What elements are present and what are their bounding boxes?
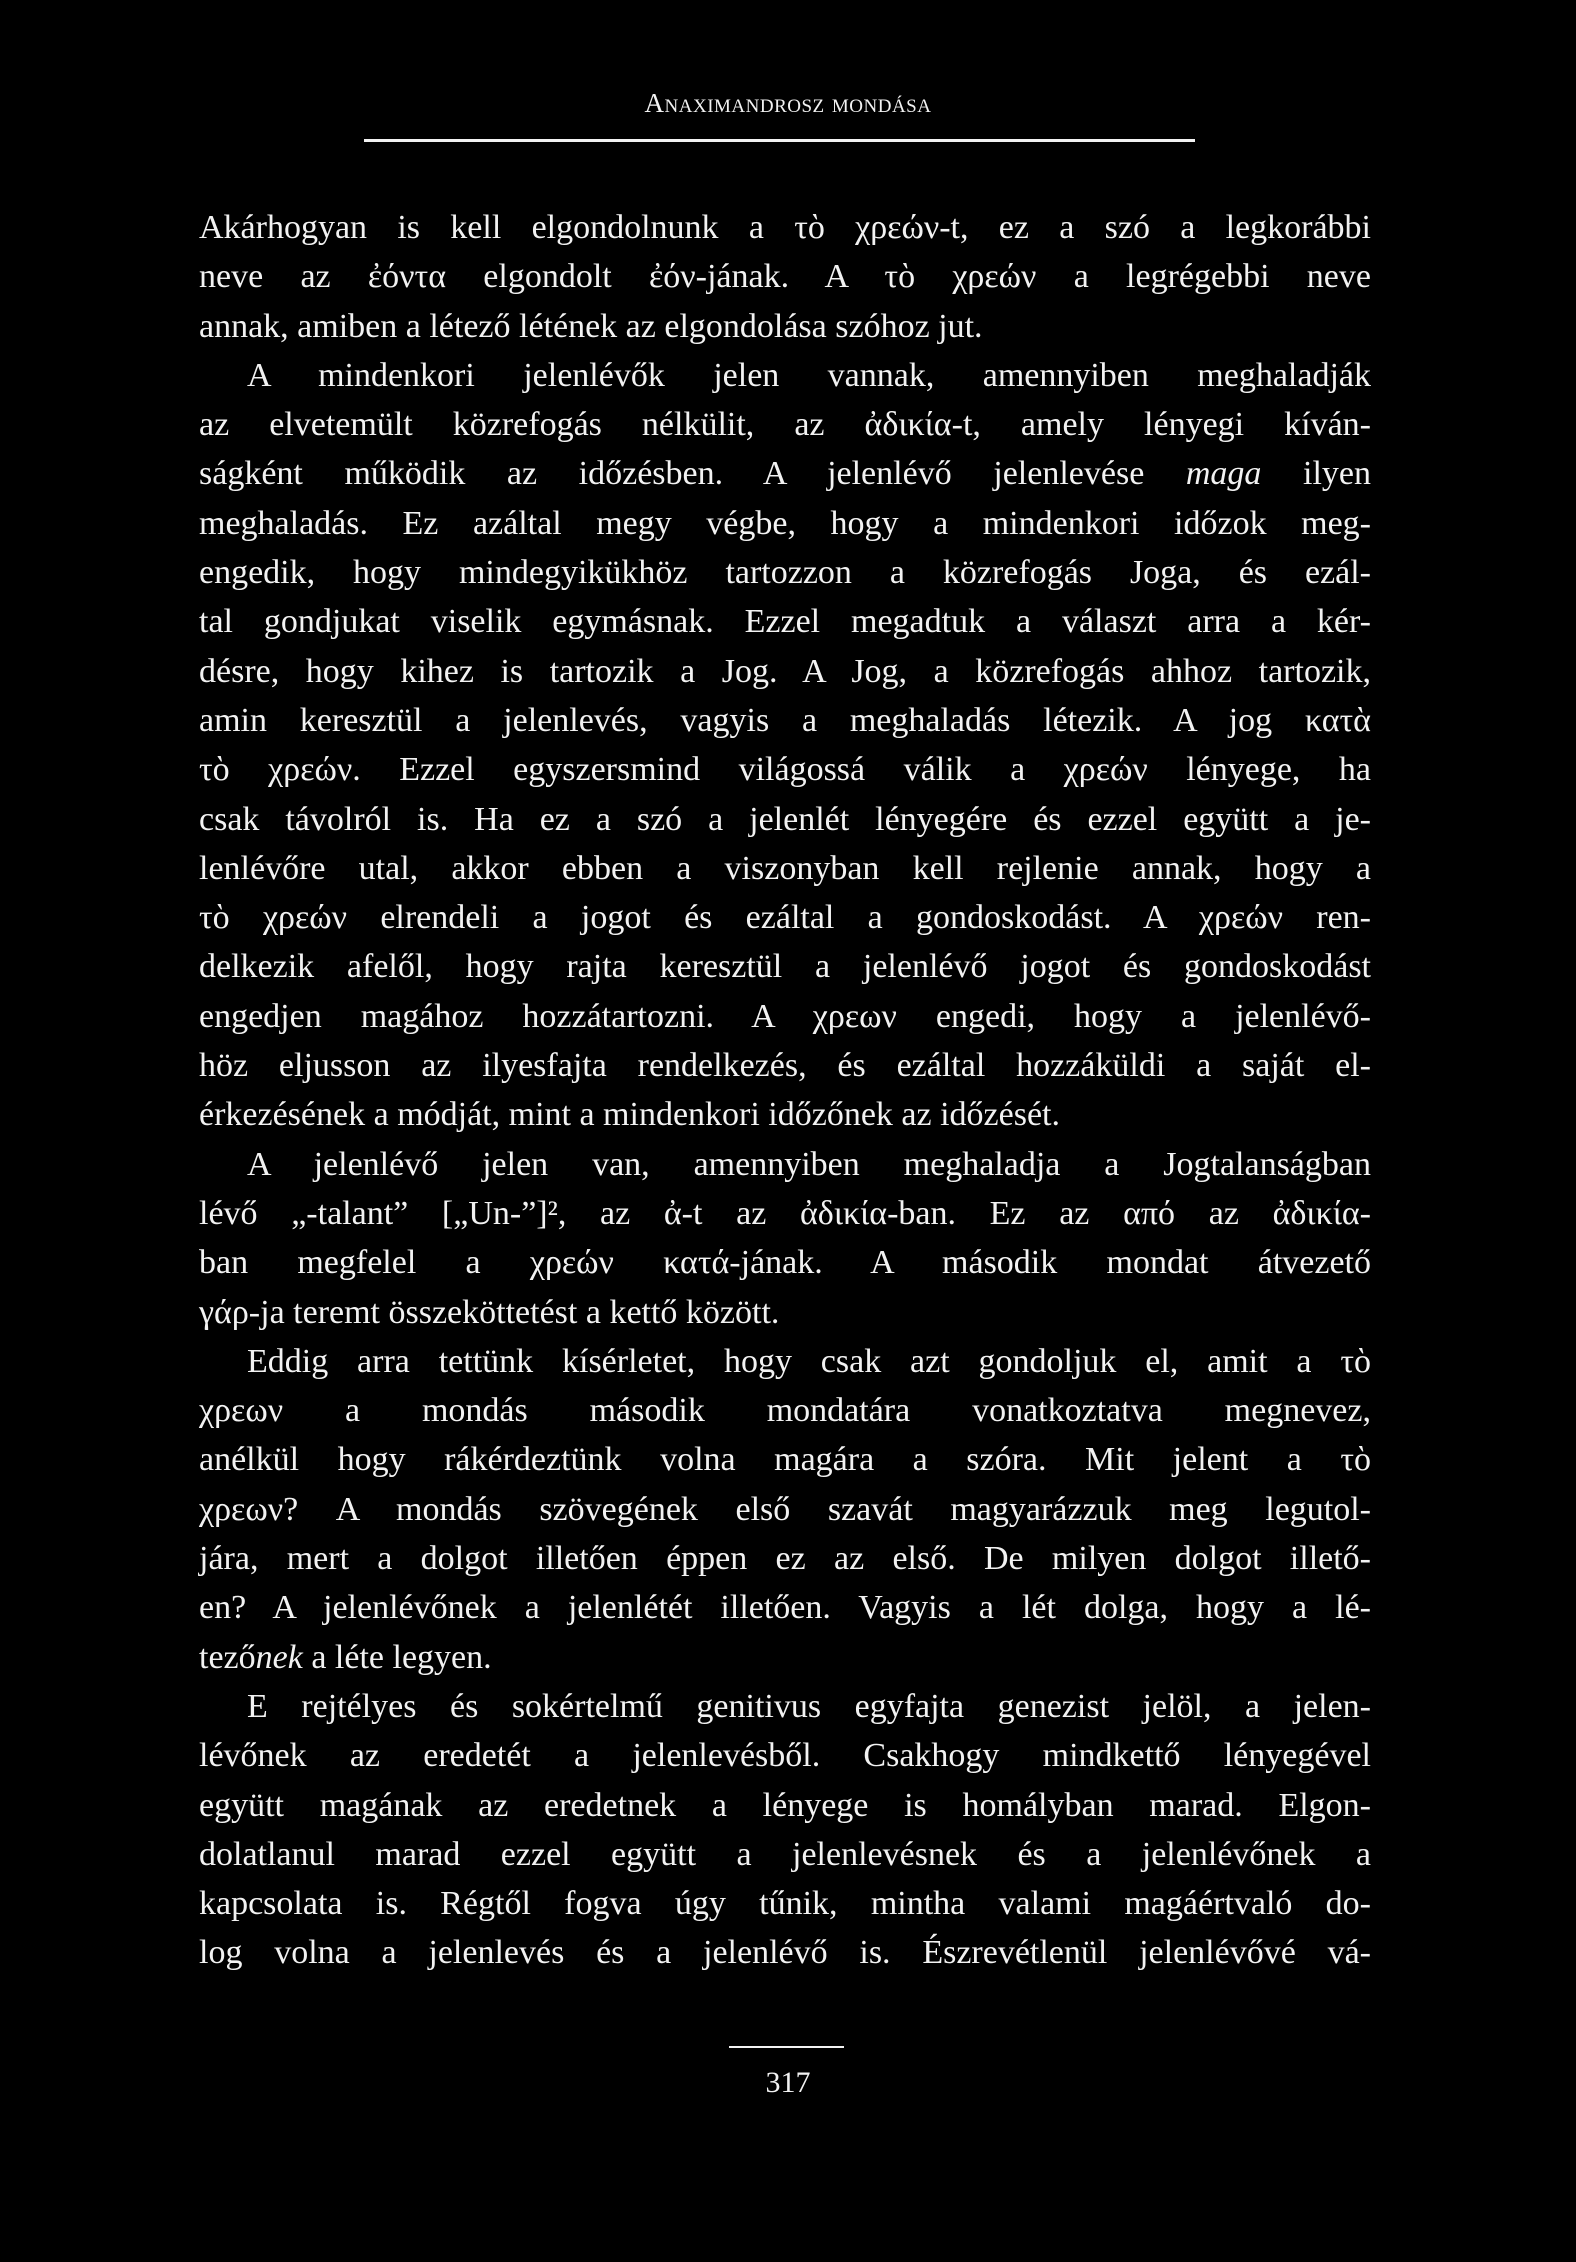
header-rule: [364, 139, 1195, 142]
line-text: érkezésének a módját, mint a mindenkori időzőnek az időzését.: [199, 1096, 1061, 1134]
body-text: [199, 203, 1371, 1978]
line-text: engedik, hogy mindegyikükhöz tartozzon a közrefogás Joga, és ezál-: [199, 554, 1371, 592]
line-text: az elvetemült közrefogás nélkülit, az ἀδικία-t, amely lényegi kíván-: [199, 406, 1371, 444]
line-text: anélkül hogy rákérdeztünk volna magára a szóra. Mit jelent a τὸ: [199, 1441, 1371, 1479]
text-line: [199, 1879, 1371, 1928]
line-text: csak távolról is. Ha ez a szó a jelenlét lényegére és ezzel együtt a je-: [199, 800, 1371, 838]
line-text: ilyen: [1261, 455, 1371, 493]
text-line: [199, 1288, 1371, 1337]
line-text: kapcsolata is. Régtől fogva úgy tűnik, mintha valami magáértvaló do-: [199, 1885, 1371, 1923]
line-text: désre, hogy kihez is tartozik a Jog. A Jog, a közrefogás ahhoz tartozik,: [199, 652, 1371, 690]
text-line: [199, 992, 1371, 1041]
line-text: χρεων? A mondás szövegének első szavát magyarázzuk meg legutol-: [199, 1490, 1371, 1528]
text-line: [199, 942, 1371, 991]
line-text: dolatlanul marad ezzel együtt a jelenlevésnek és a jelenlévőnek a: [199, 1835, 1371, 1873]
text-line: [199, 1386, 1371, 1435]
text-line: [199, 1830, 1371, 1879]
line-text: lévő „-talant” [„Un-”]², az ἀ-t az ἀδικία-ban. Ez az από az ἀδικία-: [199, 1194, 1371, 1232]
line-text: E rejtélyes és sokértelmű genitivus egyfajta genezist jelöl, a jelen-: [247, 1687, 1371, 1725]
text-line: [199, 449, 1371, 498]
line-text: Eddig arra tettünk kísérletet, hogy csak azt gondoljuk el, amit a τὸ: [247, 1342, 1371, 1380]
text-line: [199, 499, 1371, 548]
line-text: höz eljusson az ilyesfajta rendelkezés, és ezáltal hozzáküldi a saját el-: [199, 1047, 1371, 1085]
text-line: [199, 795, 1371, 844]
text-line: [199, 1140, 1371, 1189]
text-line: [199, 302, 1371, 351]
line-text: γάρ-ja teremt összeköttetést a kettő között.: [199, 1293, 780, 1331]
line-text: tal gondjukat viselik egymásnak. Ezzel megadtuk a választ arra a kér-: [199, 603, 1371, 641]
text-line: [199, 1731, 1371, 1780]
line-text: együtt magának az eredetnek a lényege is homályban marad. Elgon-: [199, 1786, 1371, 1824]
text-line: [199, 1682, 1371, 1731]
line-text: en? A jelenlévőnek a jelenlétét illetően. Vagyis a lét dolga, hogy a lé-: [199, 1589, 1371, 1627]
text-line: [199, 351, 1371, 400]
line-text: A jelenlévő jelen van, amennyiben meghaladja a Jogtalanságban: [247, 1145, 1371, 1183]
line-text: tező: [199, 1638, 256, 1676]
text-line: [199, 696, 1371, 745]
line-text: A mindenkori jelenlévők jelen vannak, amennyiben meghaladják: [247, 356, 1371, 394]
text-line: [199, 745, 1371, 794]
line-text: χρεων a mondás második mondatára vonatkoztatva megnevez,: [199, 1392, 1371, 1430]
italic-text: maga: [1185, 455, 1262, 493]
line-text: τὸ χρεών elrendeli a jogot és ezáltal a gondoskodást. A χρεών ren-: [199, 899, 1371, 937]
text-line: [199, 1633, 1371, 1682]
text-line: [199, 1189, 1371, 1238]
page-number: 317: [765, 2066, 811, 2099]
line-text: Akárhogyan is kell elgondolnunk a τὸ χρεών-t, ez a szó a legkorábbi: [199, 209, 1371, 246]
text-line: [199, 1534, 1371, 1583]
line-text: τὸ χρεών. Ezzel egyszersmind világossá válik a χρεών lényege, ha: [199, 751, 1371, 789]
text-line: [199, 597, 1371, 646]
line-text: log volna a jelenlevés és a jelenlévő is. Észrevétlenül jelenlévővé vá-: [199, 1934, 1371, 1972]
line-text: a léte legyen.: [302, 1638, 492, 1676]
text-line: [199, 252, 1371, 301]
line-text: engedjen magához hozzátartozni. A χρεων engedi, hogy a jelenlévő-: [199, 997, 1371, 1035]
text-line: [199, 1090, 1371, 1139]
running-head: Anaximandrosz mondása: [644, 88, 932, 118]
text-line: [199, 893, 1371, 942]
text-line: [199, 1485, 1371, 1534]
text-line: [199, 647, 1371, 696]
footer-rule: [729, 2046, 844, 2048]
line-text: lévőnek az eredetét a jelenlevésből. Csakhogy mindkettő lényegével: [199, 1737, 1371, 1775]
text-line: [199, 1238, 1371, 1287]
text-line: [199, 1435, 1371, 1484]
line-text: neve az ἐόντα elgondolt ἐόν-jának. A τὸ χρεών a legrégebbi neve: [199, 258, 1371, 296]
line-text: ban megfelel a χρεών κατά-jának. A második mondat átvezető: [199, 1244, 1371, 1282]
text-line: [199, 1583, 1371, 1632]
text-line: [199, 1928, 1371, 1977]
text-line: [199, 1337, 1371, 1386]
text-line: [199, 548, 1371, 597]
text-line: [199, 203, 1371, 252]
line-text: annak, amiben a létező létének az elgondolása szóhoz jut.: [199, 307, 983, 345]
italic-text: nek: [255, 1638, 303, 1676]
text-line: [199, 844, 1371, 893]
line-text: amin keresztül a jelenlevés, vagyis a meghaladás létezik. A jog κατὰ: [199, 701, 1371, 739]
text-line: [199, 1041, 1371, 1090]
text-line: [199, 400, 1371, 449]
line-text: ságként működik az időzésben. A jelenlévő jelenlevése: [199, 455, 1186, 493]
line-text: lenlévőre utal, akkor ebben a viszonyban kell rejlenie annak, hogy a: [199, 849, 1371, 887]
line-text: delkezik afelől, hogy rajta keresztül a jelenlévő jogot és gondoskodást: [199, 948, 1371, 986]
line-text: meghaladás. Ez azáltal megy végbe, hogy a mindenkori időzok meg-: [199, 504, 1371, 542]
line-text: jára, mert a dolgot illetően éppen ez az első. De milyen dolgot illető-: [199, 1540, 1371, 1578]
text-line: [199, 1781, 1371, 1830]
